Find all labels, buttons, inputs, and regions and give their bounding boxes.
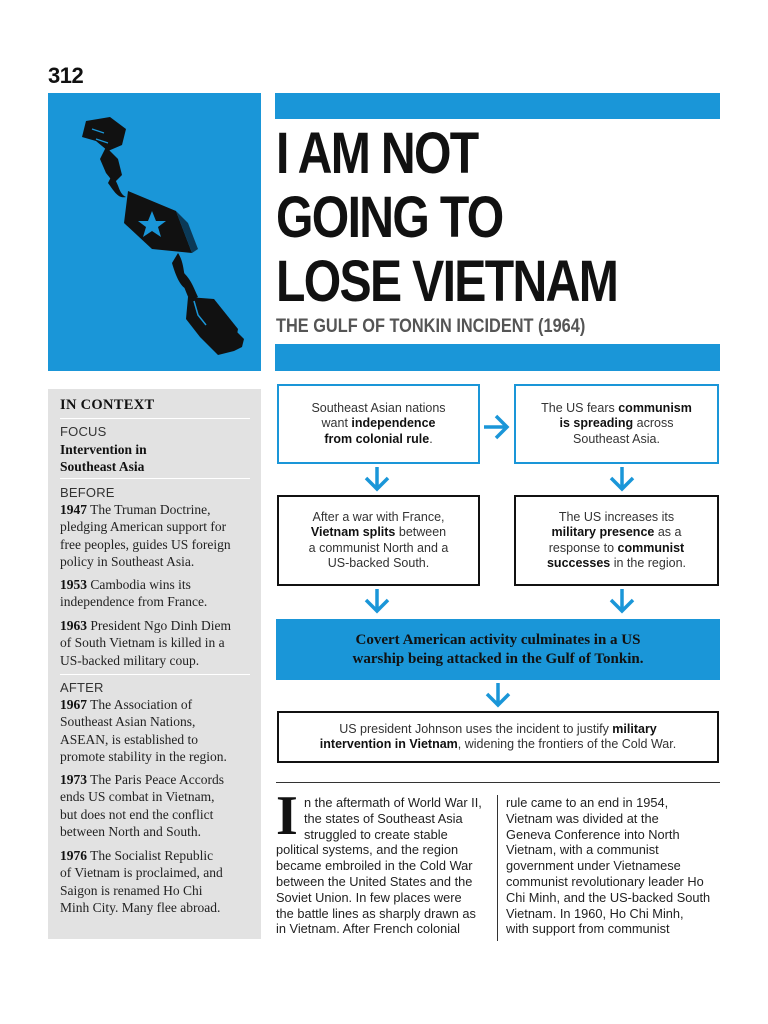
- title-line: GOING TO: [276, 185, 503, 250]
- flow-box-vietnam-splits: [277, 495, 480, 586]
- timeline-text: The Socialist Republic: [87, 848, 214, 863]
- body-line: n the aftermath of World War II,: [304, 795, 482, 810]
- body-line: rule came to an end in 1954,: [506, 795, 669, 810]
- body-column-1: [276, 795, 491, 937]
- flow-text-bold: from colonial rule: [324, 431, 430, 446]
- body-line: Vietnam was divided at the: [506, 810, 659, 826]
- timeline-text: free peoples, guides US foreign: [60, 536, 231, 552]
- body-column-2: [506, 795, 720, 937]
- body-line: between the United States and the: [276, 873, 473, 889]
- body-line: political systems, and the region: [276, 842, 459, 858]
- flow-text: across: [633, 416, 674, 431]
- drop-cap: I: [276, 785, 298, 847]
- flow-text: US-backed South.: [327, 556, 430, 570]
- timeline-entry: [60, 696, 255, 766]
- focus-value-line: Southeast Asia: [60, 459, 145, 475]
- title-accent-bar-bottom: [275, 344, 720, 371]
- timeline-entry: [60, 617, 255, 669]
- timeline-entry: [60, 501, 255, 571]
- flow-text-bold: military presence: [551, 525, 655, 539]
- sidebar-divider: [60, 418, 250, 419]
- before-label: BEFORE: [60, 485, 115, 500]
- arrow-down-icon: [362, 588, 392, 616]
- timeline-text: The Association of: [87, 697, 193, 712]
- body-line: Vietnam. In 1960, Ho Chi Minh,: [506, 905, 684, 921]
- flow-text: The US increases its: [558, 509, 675, 524]
- focus-value-line: Intervention in: [60, 442, 147, 457]
- arrow-right-icon: [482, 410, 510, 444]
- flow-text: as a: [654, 525, 682, 539]
- timeline-text: but does not end the conflict: [60, 806, 214, 822]
- title-line: LOSE VIETNAM: [276, 249, 618, 314]
- timeline-text: of South Vietnam is killed in a: [60, 635, 225, 651]
- flow-text: Southeast Asian nations: [311, 400, 446, 415]
- flow-text-bold: is spreading: [559, 416, 634, 431]
- body-line: Soviet Union. In few places were: [276, 889, 462, 905]
- sidebar-divider: [60, 674, 250, 675]
- body-line: Vietnam, with a communist: [506, 842, 659, 858]
- timeline-text: US-backed military coup.: [60, 652, 200, 668]
- title-accent-bar-top: [275, 93, 720, 119]
- flow-text-bold: communist: [617, 540, 685, 555]
- timeline-year: 1963: [60, 618, 87, 633]
- timeline-text: President Ngo Dinh Diem: [87, 618, 231, 633]
- column-divider: [497, 795, 498, 941]
- sidebar-divider: [60, 478, 250, 479]
- body-line: government under Vietnamese: [506, 858, 681, 874]
- body-top-rule: [276, 782, 720, 783]
- body-line: struggled to create stable: [304, 826, 448, 842]
- flow-text-bold: military: [612, 721, 657, 736]
- timeline-year: 1947: [60, 502, 87, 517]
- hero-illustration: [48, 93, 261, 371]
- body-line: became embroiled in the Cold War: [276, 858, 473, 874]
- timeline-text: Minh City. Many flee abroad.: [60, 900, 221, 916]
- timeline-text: Saigon is renamed Ho Chi: [60, 882, 203, 898]
- flow-text-bold: intervention in Vietnam: [319, 737, 458, 751]
- timeline-year: 1967: [60, 697, 87, 712]
- flow-text: After a war with France,: [312, 509, 445, 524]
- sidebar-heading: IN CONTEXT: [60, 397, 155, 413]
- timeline-text: The Paris Peace Accords: [87, 772, 224, 787]
- flow-text-bold: Covert American activity culminates in a US: [355, 631, 641, 648]
- after-label: AFTER: [60, 680, 104, 695]
- flow-text: want: [321, 416, 352, 431]
- timeline-text: policy in Southeast Asia.: [60, 554, 195, 570]
- arrow-down-icon: [362, 466, 392, 494]
- flow-text-bold: Vietnam splits: [310, 525, 396, 539]
- flow-box-gulf-of-tonkin: [276, 619, 720, 680]
- timeline-entry: [60, 847, 255, 917]
- focus-value: [60, 441, 255, 476]
- body-line: Chi Minh, and the US-backed South: [506, 889, 711, 905]
- timeline-text: The Truman Doctrine,: [87, 502, 211, 517]
- timeline-text: independence from France.: [60, 594, 208, 610]
- timeline-text: pledging American support for: [60, 519, 227, 535]
- timeline-text: ASEAN, is established to: [60, 731, 198, 747]
- flow-text-bold: independence: [351, 416, 436, 431]
- flow-text: a communist North and a: [308, 540, 449, 555]
- flow-box-military-intervention: [277, 711, 719, 763]
- timeline-year: 1976: [60, 848, 87, 863]
- flow-text: Southeast Asia.: [573, 431, 660, 446]
- flow-box-military-presence: [514, 495, 719, 586]
- flow-box-independence: [277, 384, 480, 464]
- body-line: with support from communist: [506, 921, 670, 937]
- flow-text: in the region.: [610, 556, 686, 570]
- flow-text: response to: [548, 540, 618, 555]
- flow-box-communism-fear: [514, 384, 719, 464]
- arrow-down-icon: [607, 466, 637, 494]
- timeline-text: Southeast Asian Nations,: [60, 714, 196, 730]
- timeline-entry: [60, 771, 255, 841]
- timeline-entry: [60, 576, 255, 611]
- timeline-year: 1953: [60, 577, 87, 592]
- flow-text-bold: warship being attacked in the Gulf of Tonkin.: [352, 650, 644, 667]
- chapter-title: [276, 122, 617, 314]
- timeline-year: 1973: [60, 772, 87, 787]
- arrow-down-icon: [483, 682, 513, 710]
- timeline-text: ends US combat in Vietnam,: [60, 789, 215, 805]
- body-line: communist revolutionary leader Ho: [506, 873, 704, 889]
- flow-text: The US fears: [541, 400, 619, 415]
- timeline-text: of Vietnam is proclaimed, and: [60, 865, 223, 881]
- title-line: I AM NOT: [276, 121, 478, 186]
- timeline-text: Cambodia wins its: [87, 577, 191, 592]
- flow-text: between: [395, 525, 447, 539]
- arrow-down-icon: [607, 588, 637, 616]
- body-line: the states of Southeast Asia: [304, 810, 463, 826]
- body-line: Geneva Conference into North: [506, 826, 680, 842]
- flow-text: US president Johnson uses the incident to justify: [339, 721, 613, 736]
- timeline-text: between North and South.: [60, 824, 201, 840]
- timeline-text: promote stability in the region.: [60, 749, 227, 765]
- in-context-sidebar: [48, 389, 261, 939]
- focus-label: FOCUS: [60, 424, 107, 439]
- chapter-subtitle: THE GULF OF TONKIN INCIDENT (1964): [276, 316, 586, 337]
- flow-text-bold: communism: [618, 400, 692, 415]
- flow-text: .: [429, 431, 433, 446]
- hands-tearing-flag-icon: [48, 93, 261, 371]
- flow-text-bold: successes: [546, 556, 611, 570]
- body-line: in Vietnam. After French colonial: [276, 921, 460, 937]
- page-number: 312: [48, 63, 84, 88]
- flow-text: , widening the frontiers of the Cold War.: [457, 737, 677, 751]
- body-line: the battle lines as sharply drawn as: [276, 905, 476, 921]
